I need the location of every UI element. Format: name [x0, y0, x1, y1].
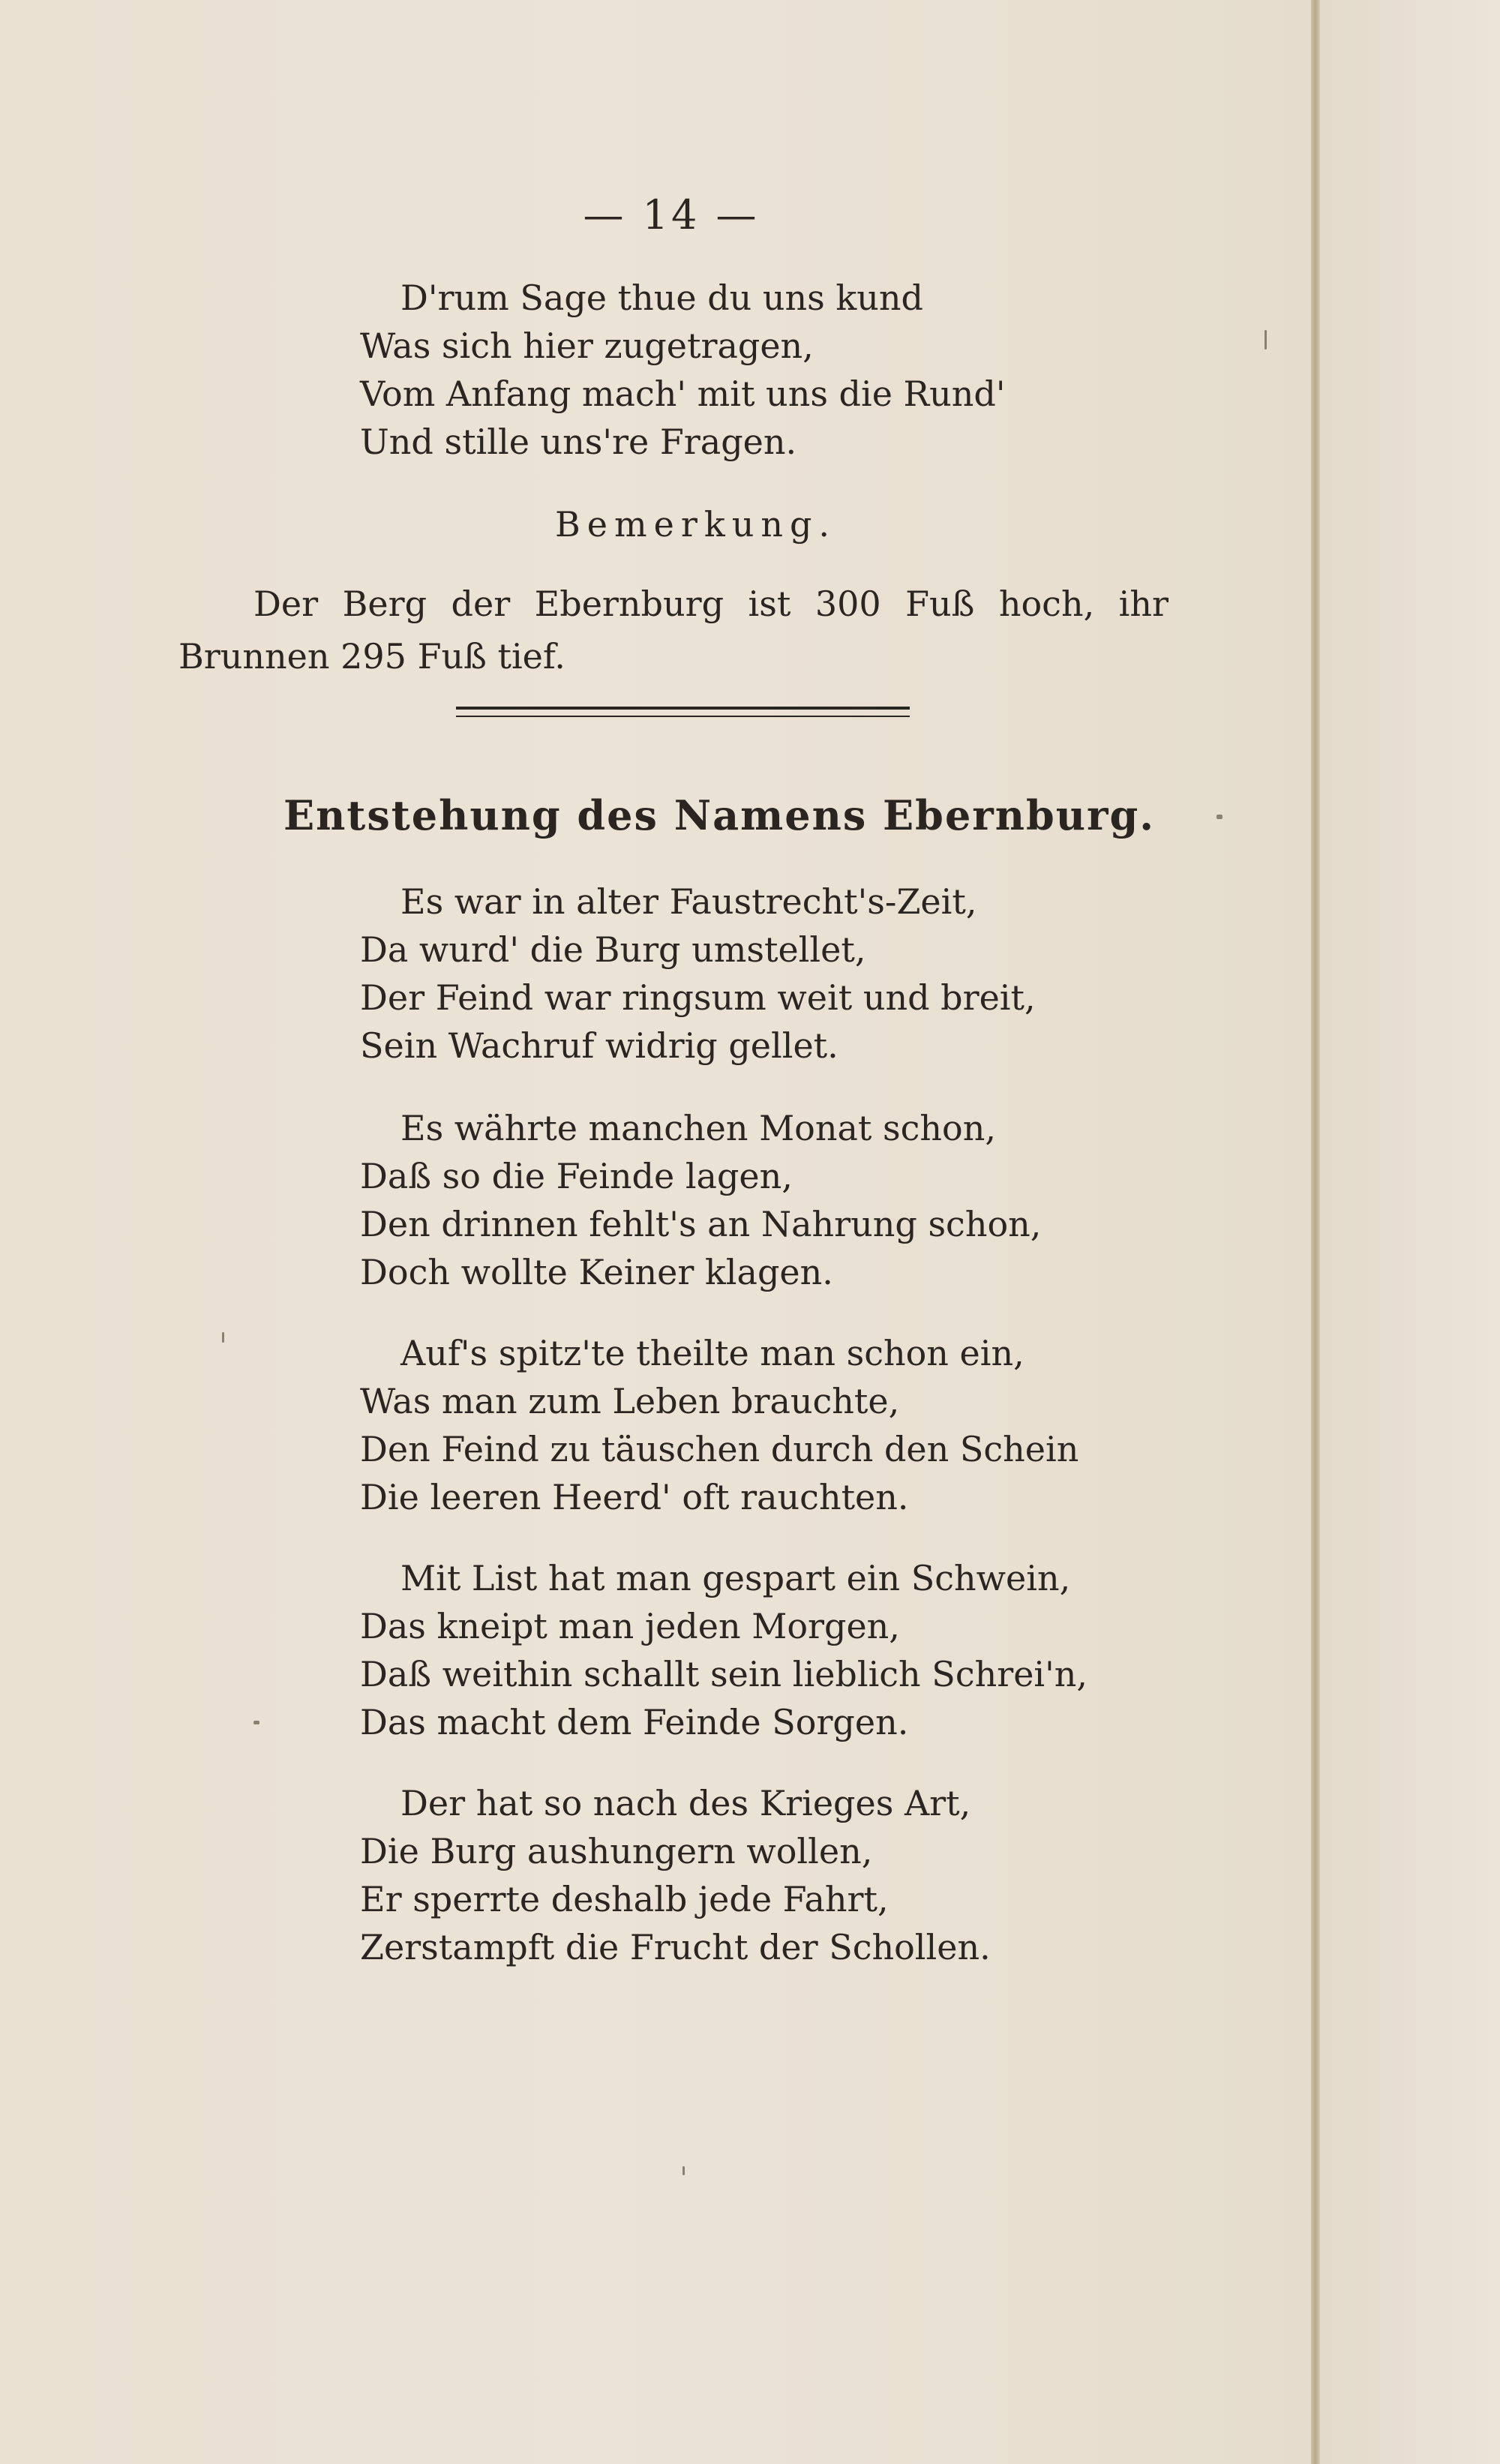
verse-line: Es währte manchen Monat schon, — [400, 1108, 996, 1148]
paper-speck — [222, 1332, 224, 1343]
remark-text: Der Berg der Ebernburg ist 300 Fuß hoch, ihr Brunnen 295 Fuß tief. — [178, 584, 1168, 677]
verse-line: Vom Anfang mach' mit uns die Rund' — [360, 374, 1006, 414]
verse-line: Was sich hier zugetragen, — [360, 326, 814, 366]
verse-line: D'rum Sage thue du uns kund — [400, 278, 923, 318]
verse-line: Die leeren Heerd' oft rauchten. — [360, 1477, 909, 1517]
adjacent-page-edge — [1320, 0, 1500, 2464]
intro-stanza — [360, 274, 1006, 466]
verse-line: Das kneipt man jeden Morgen, — [360, 1606, 900, 1646]
poem-stanza-3 — [360, 1329, 1078, 1521]
paper-speck — [1216, 815, 1222, 819]
verse-line: Daß so die Feinde lagen, — [360, 1156, 793, 1196]
verse-line: Auf's spitz'te theilte man schon ein, — [400, 1333, 1024, 1373]
page-number: — 14 — — [583, 191, 760, 239]
verse-line: Und stille uns're Fragen. — [360, 422, 797, 462]
verse-line: Da wurd' die Burg umstellet, — [360, 929, 866, 970]
verse-line: Doch wollte Keiner klagen. — [360, 1252, 833, 1292]
verse-line: Die Burg aushungern wollen, — [360, 1831, 873, 1871]
paper-speck — [254, 1721, 260, 1724]
verse-line: Der Feind war ringsum weit und breit, — [360, 977, 1036, 1018]
poem-stanza-5 — [360, 1779, 991, 1971]
double-rule-divider — [456, 707, 910, 717]
verse-line: Das macht dem Feinde Sorgen. — [360, 1702, 909, 1742]
section-title: Entstehung des Namens Ebernburg. — [284, 791, 1156, 839]
verse-line: Daß weithin schallt sein lieblich Schrei'n, — [360, 1654, 1088, 1694]
page-gutter — [1311, 0, 1320, 2464]
verse-line: Sein Wachruf widrig gellet. — [360, 1025, 838, 1066]
verse-line: Mit List hat man gespart ein Schwein, — [400, 1558, 1071, 1598]
remark-heading: Bemerkung. — [555, 504, 837, 545]
verse-line: Es war in alter Faustrecht's-Zeit, — [400, 881, 977, 922]
poem-stanza-1 — [360, 878, 1036, 1070]
verse-line: Zerstampft die Frucht der Schollen. — [360, 1927, 991, 1967]
verse-line: Den Feind zu täuschen durch den Schein — [360, 1429, 1079, 1469]
poem-stanza-2 — [360, 1104, 1041, 1296]
verse-line: Der hat so nach des Krieges Art, — [400, 1783, 971, 1823]
verse-line: Was man zum Leben brauchte, — [360, 1381, 900, 1421]
paper-speck — [1264, 330, 1267, 350]
poem-stanza-4 — [360, 1554, 1088, 1746]
verse-line: Er sperrte deshalb jede Fahrt, — [360, 1879, 889, 1919]
verse-line: Den drinnen fehlt's an Nahrung schon, — [360, 1204, 1042, 1244]
paper-speck — [682, 2166, 685, 2175]
